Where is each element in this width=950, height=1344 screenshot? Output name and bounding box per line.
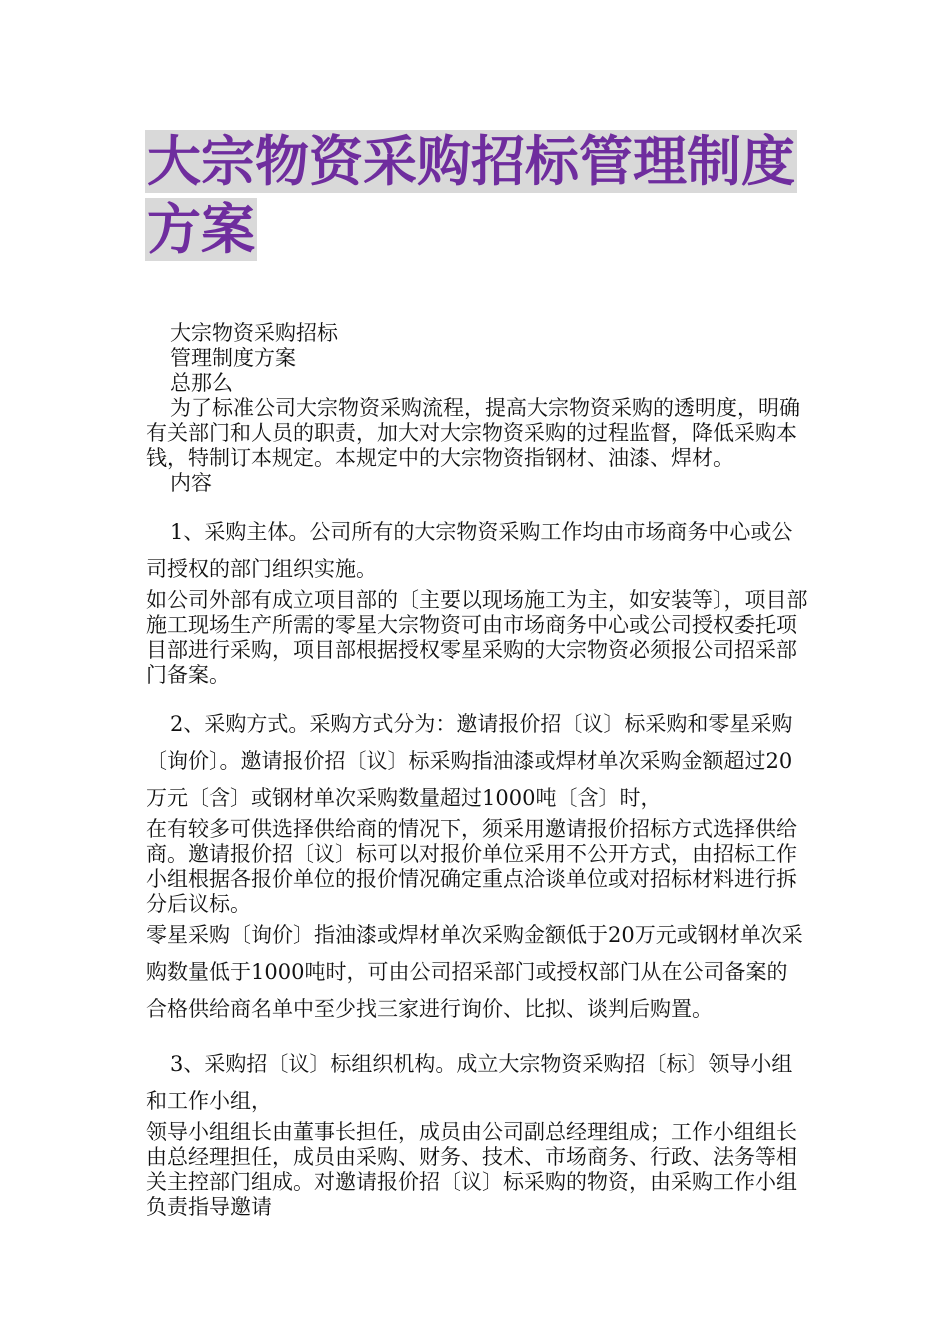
paragraph-1-body: 如公司外部有成立项目部的〔主要以现场施工为主，如安装等〕，项目部施工现场生产所需的零星大宗物资可由市场商务中心或公司授权委托项目部进行采购，项目部根据授权零星采购的大宗物资必须报公司招采部门备案。 (146, 588, 808, 687)
heading-content: 内容 (170, 471, 212, 495)
paragraph-3-lead: 3、采购招〔议〕标组织机构。成立大宗物资采购招〔标〕领导小组和工作小组， (146, 1052, 793, 1113)
heading-general: 总那么 (170, 371, 233, 395)
paragraph-3-body: 领导小组组长由董事长担任，成员由公司副总经理组成；工作小组组长由总经理担任，成员由采购、财务、技术、市场商务、行政、法务等相关主控部门组成。对邀请报价招〔议〕标采购的物资，由采购工作小组负责指导邀请 (146, 1120, 797, 1219)
title-highlight: 大宗物资采购招标管理制度方案 (147, 130, 795, 261)
intro-paragraph: 为了标准公司大宗物资采购流程，提高大宗物资采购的透明度，明确有关部门和人员的职责，加大对大宗物资采购的过程监督，降低采购本钱，特制订本规定。本规定中的大宗物资指钢材、油漆、焊材。 (146, 396, 800, 470)
paragraph-1-lead: 1、采购主体。公司所有的大宗物资采购工作均由市场商务中心或公司授权的部门组织实施。 (146, 520, 793, 581)
document-body (146, 321, 808, 1220)
paragraph-2-lead: 2、采购方式。采购方式分为：邀请报价招〔议〕标采购和零星采购〔询价〕。邀请报价招〔议〕标采购指油漆或焊材单次采购金额超过20万元〔含〕或钢材单次采购数量超过1000吨〔含〕时， (146, 712, 793, 810)
heading-line-2: 管理制度方案 (170, 346, 296, 370)
paragraph-2-body: 在有较多可供选择供给商的情况下，须采用邀请报价招标方式选择供给商。邀请报价招〔议〕标可以对报价单位采用不公开方式，由招标工作小组根据各报价单位的报价情况确定重点洽谈单位或对招标材料进行拆分后议标。 (146, 817, 797, 916)
document-title (145, 128, 815, 264)
heading-line-1: 大宗物资采购招标 (170, 321, 338, 345)
paragraph-2-tail: 零星采购〔询价〕指油漆或焊材单次采购金额低于20万元或钢材单次采购数量低于1000吨时，可由公司招采部门或授权部门从在公司备案的合格供给商名单中至少找三家进行询价、比拟、谈判后购置。 (146, 923, 803, 1021)
